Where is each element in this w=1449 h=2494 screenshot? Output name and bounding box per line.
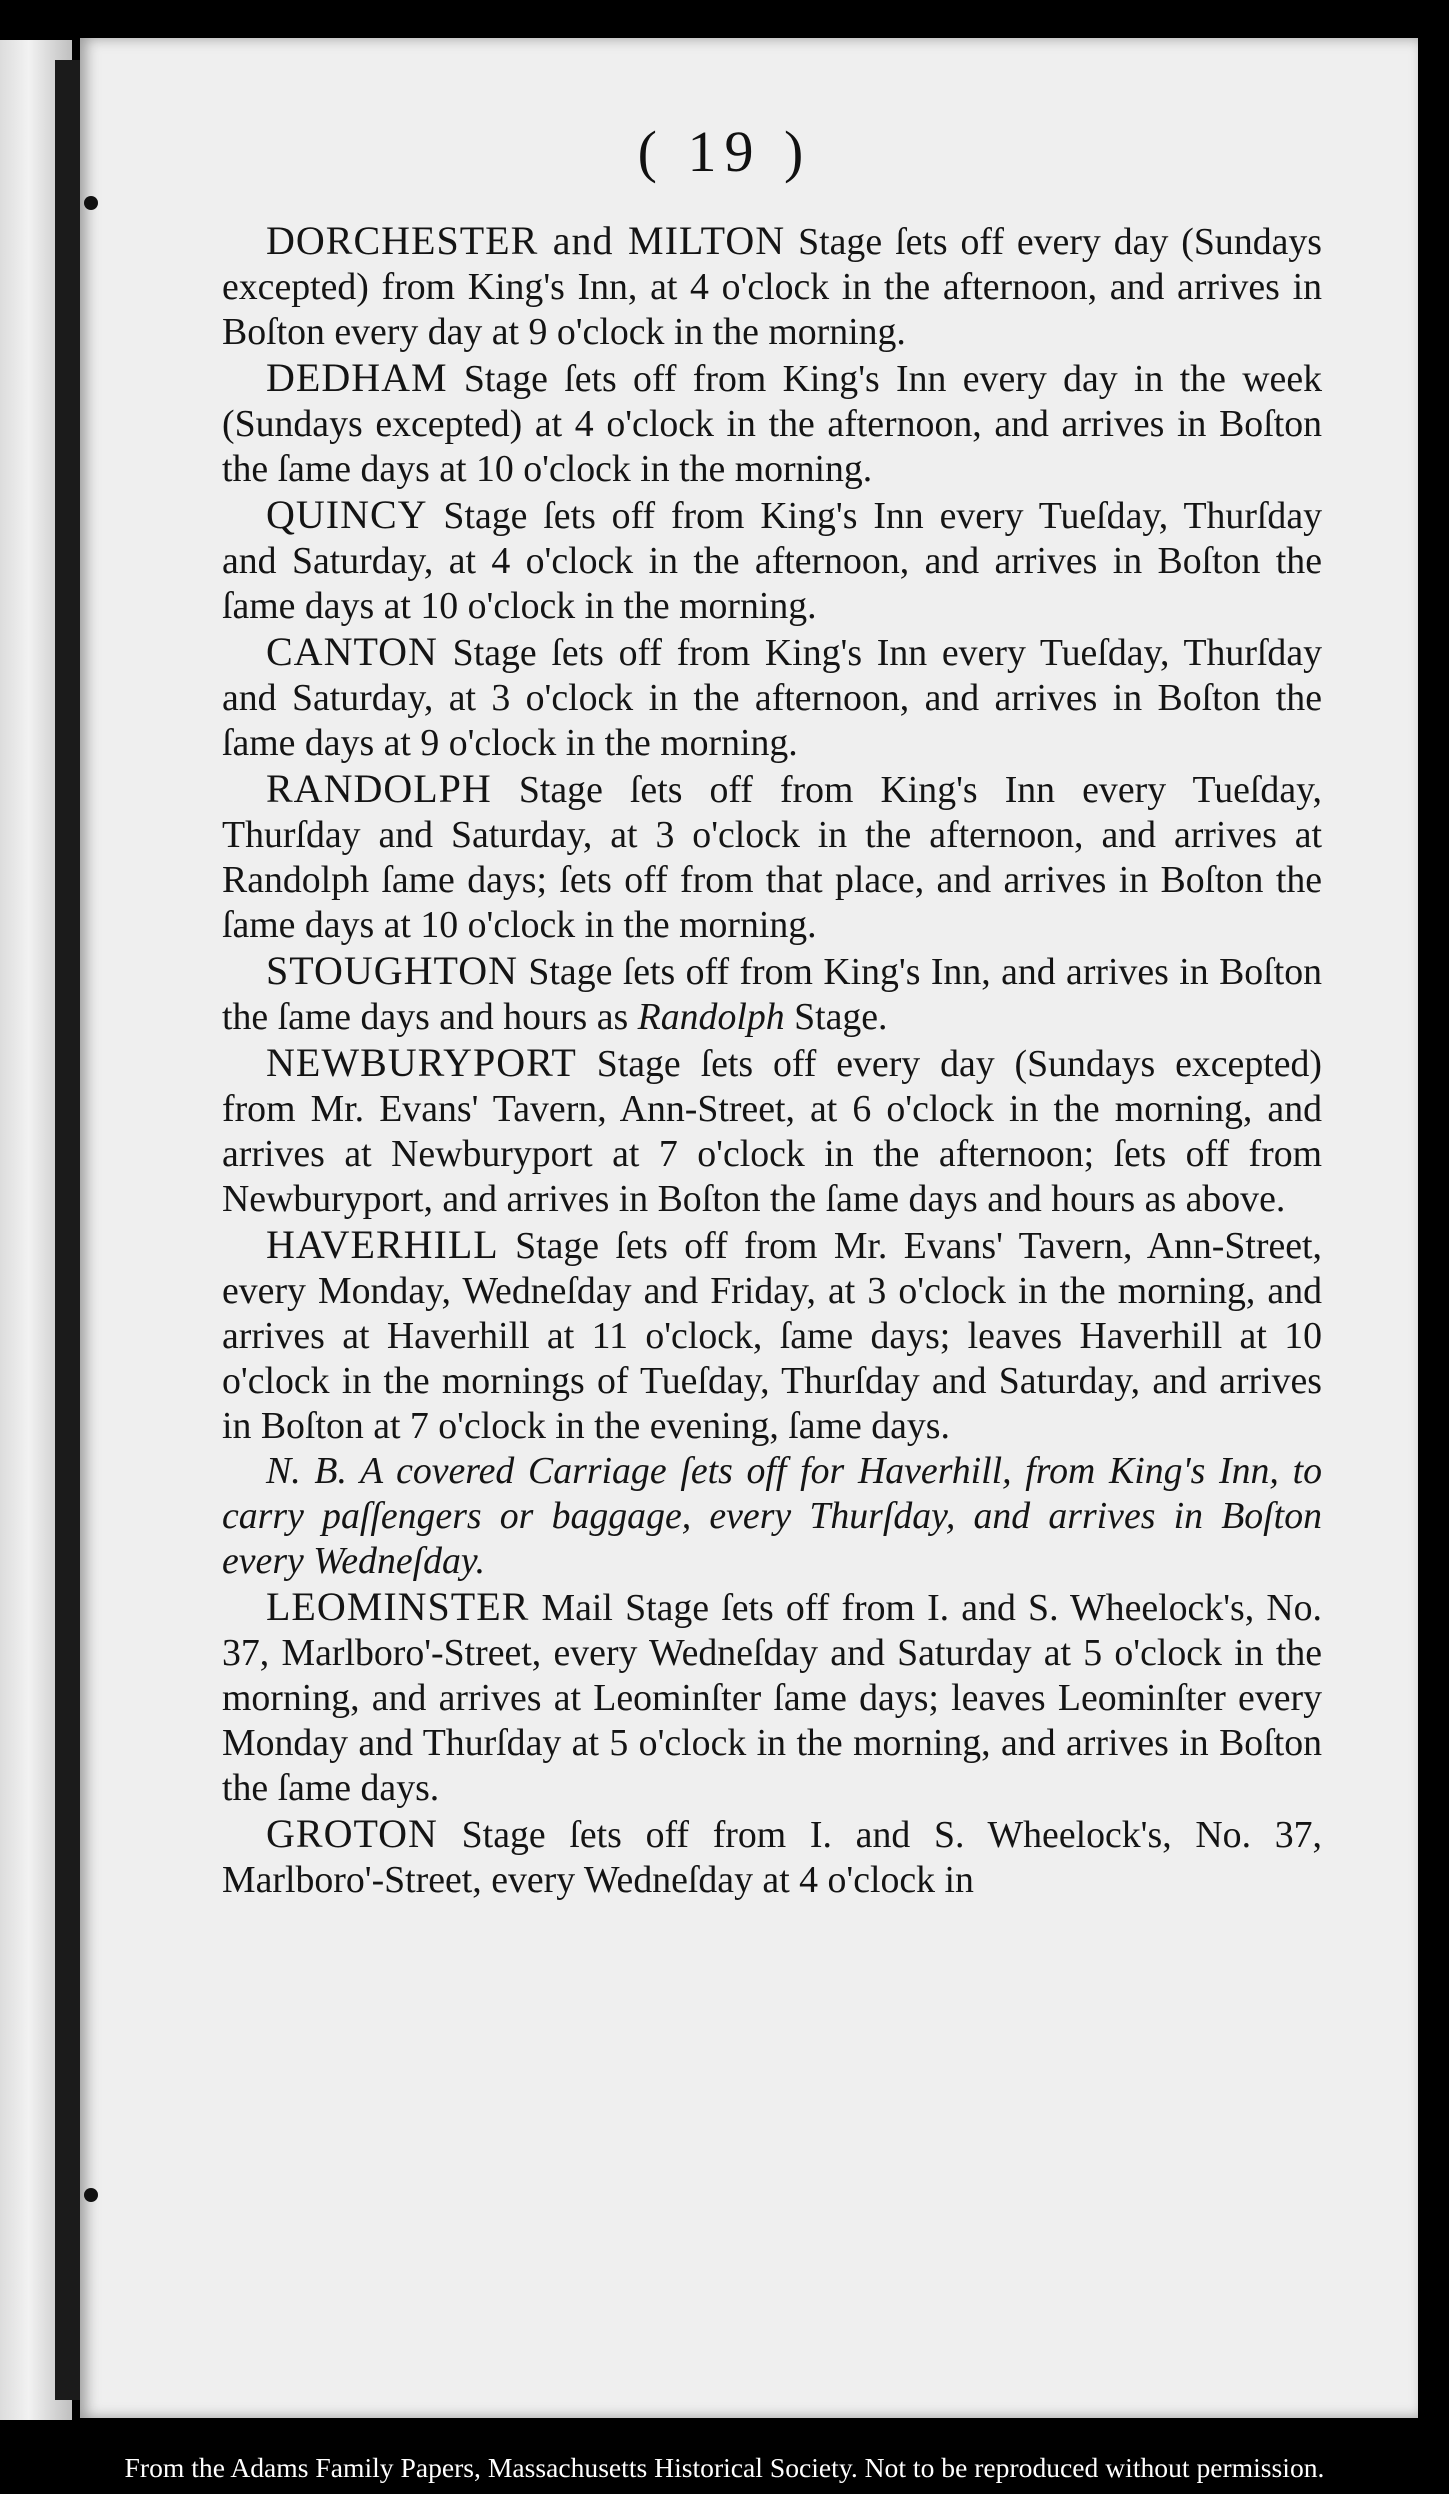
entry-stoughton (222, 948, 1322, 1040)
note-covered-carriage: N. B. A covered Carriage ſets off for Haverhill, from King's Inn, to carry paſſengers or baggage, every Thurſday, and arrives in Boſton every Wedneſday. (222, 1450, 1322, 1582)
entry-canton (222, 629, 1322, 766)
entry-heading: HAVERHILL (266, 1222, 499, 1267)
entry-heading: QUINCY (266, 492, 428, 537)
entry-dedham (222, 355, 1322, 492)
entry-dorchester (222, 218, 1322, 355)
entry-body: Stage ſets off every day (Sundays excepted) from King's Inn, at 4 o'clock in the afternoon, and arrives in Boſton every day at 9 o'clock in the morning. (222, 221, 1322, 353)
entry-heading: STOUGHTON (266, 948, 518, 993)
entry-heading: DORCHESTER and MILTON (266, 218, 786, 263)
entry-body: Stage ſets off from King's Inn every Tueſday, Thurſday and Saturday, at 3 o'clock in the afternoon, and arrives at Randolph ſame days; ſets off from that place, and arrives in Boſton the ſame days at 10 o'clock in the morning. (222, 769, 1322, 946)
entry-leominster (222, 1584, 1322, 1811)
gutter-dot (84, 2188, 98, 2202)
gutter-dot (84, 196, 98, 210)
copyright-footer: From the Adams Family Papers, Massachusetts Historical Society. Not to be reproduced without permission. (124, 2452, 1325, 2483)
page-text (222, 218, 1322, 1903)
entry-quincy (222, 492, 1322, 629)
entry-newburyport (222, 1040, 1322, 1222)
entry-heading: GROTON (266, 1811, 438, 1856)
entry-heading: CANTON (266, 629, 438, 674)
entry-groton (222, 1811, 1322, 1903)
entry-body: Stage ſets off from King's Inn, and arrives in Boſton the ſame days and hours as (222, 951, 1322, 1038)
entry-body: Stage ſets off from Mr. Evans' Tavern, Ann-Street, every Monday, Wedneſday and Friday, at 3 o'clock in the morning, and arrives at Haverhill at 11 o'clock, ſame days; leaves Haverhill at 10 o'clock in the mornings of Tueſday, Thurſday and Saturday, and arrives in Boſton at 7 o'clock in the evening, ſame days. (222, 1225, 1322, 1447)
entry-tail: Stage. (784, 996, 888, 1038)
entry-italic: Randolph (637, 996, 785, 1038)
entry-heading: RANDOLPH (266, 766, 492, 811)
entry-body: Stage ſets off from King's Inn every Tueſday, Thurſday and Saturday, at 4 o'clock in the afternoon, and arrives in Boſton the ſame days at 10 o'clock in the morning. (222, 495, 1322, 627)
page-number: ( 19 ) (637, 119, 812, 184)
entry-body: Stage ſets off from I. and S. Wheelock's, No. 37, Marlboro'-Street, every Wedneſday at 4 o'clock in (222, 1814, 1322, 1901)
entry-body: Stage ſets off from King's Inn every day in the week (Sundays excepted) at 4 o'clock in the afternoon, and arrives in Boſton the ſame days at 10 o'clock in the morning. (222, 358, 1322, 490)
entry-haverhill (222, 1222, 1322, 1449)
entry-randolph (222, 766, 1322, 948)
entry-body: Mail Stage ſets off from I. and S. Wheelock's, No. 37, Marlboro'-Street, every Wedneſday and Saturday at 5 o'clock in the morning, and arrives at Leominſter ſame days; leaves Leominſter every Monday and Thurſday at 5 o'clock in the morning, and arrives in Boſton the ſame days. (222, 1587, 1322, 1809)
entry-heading: LEOMINSTER (266, 1584, 530, 1629)
entry-heading: DEDHAM (266, 355, 448, 400)
entry-body: Stage ſets off every day (Sundays excepted) from Mr. Evans' Tavern, Ann-Street, at 6 o'clock in the morning, and arrives at Newburyport at 7 o'clock in the afternoon; ſets off from Newburyport, and arrives in Boſton the ſame days and hours as above. (222, 1043, 1322, 1220)
entry-body: Stage ſets off from King's Inn every Tueſday, Thurſday and Saturday, at 3 o'clock in the afternoon, and arrives in Boſton the ſame days at 9 o'clock in the morning. (222, 632, 1322, 764)
entry-heading: NEWBURYPORT (266, 1040, 577, 1085)
